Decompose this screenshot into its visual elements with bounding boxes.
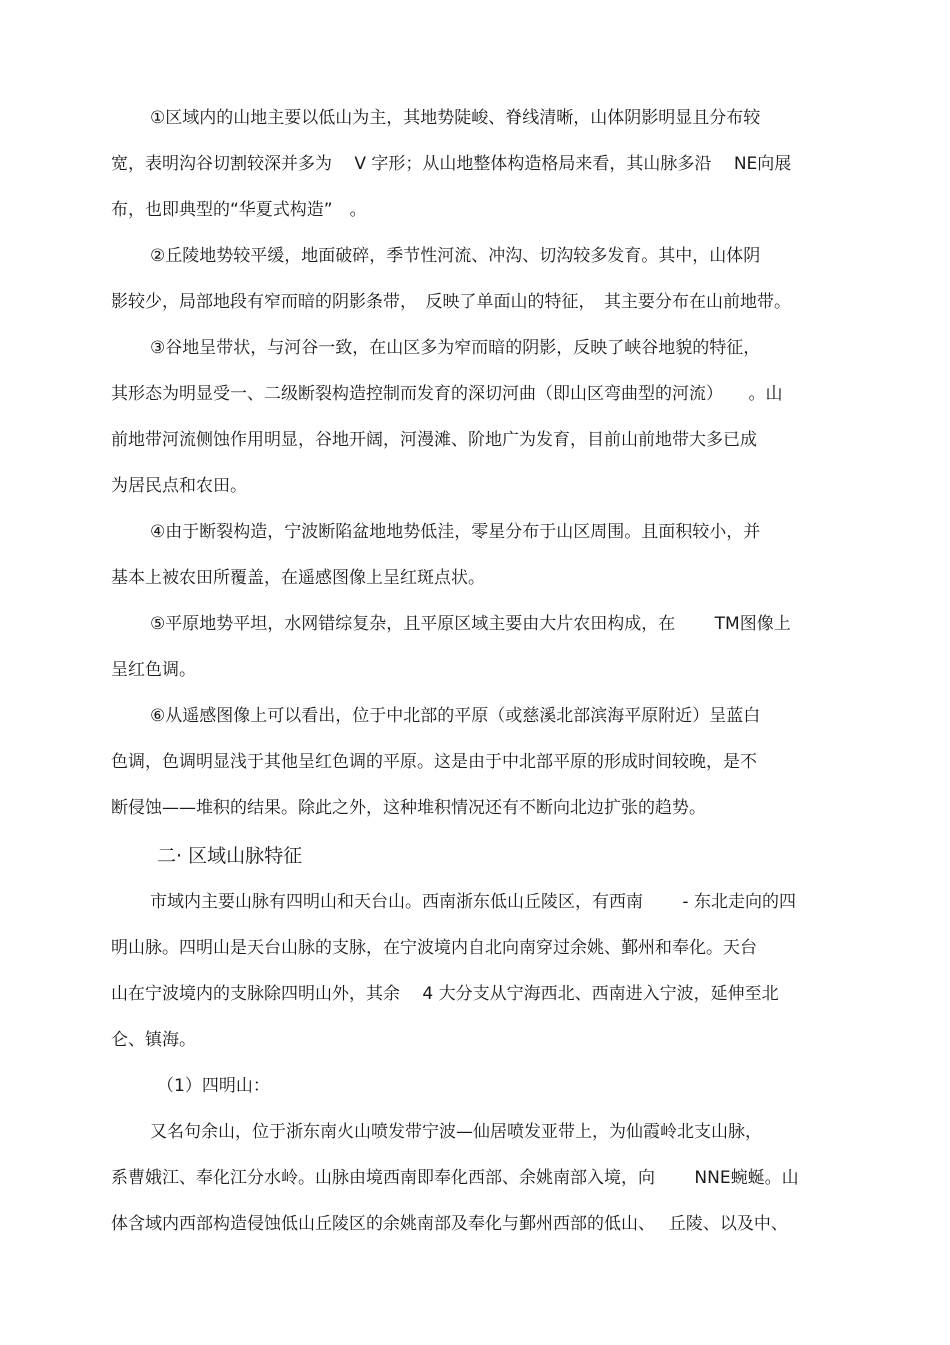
- paragraph-6-line-1: ⑥从遥感图像上可以看出，位于中北部的平原（或慈溪北部滨海平原附近）呈蓝白: [150, 706, 761, 726]
- paragraph-2-line-2: 影较少，局部地段有窄而暗的阴影条带， 反映了单面山的特征， 其主要分布在山前地带。: [111, 292, 791, 312]
- paragraph-1-line-2: 宽，表明沟谷切割较深并多为 V 字形；从山地整体构造格局来看，其山脉多沿 NE向展: [111, 154, 792, 174]
- paragraph-4-line-1: ④由于断裂构造，宁波断陷盆地地势低洼，零星分布于山区周围。且面积较小，并: [150, 522, 761, 542]
- paragraph-6-line-2: 色调，色调明显浅于其他呈红色调的平原。这是由于中北部平原的形成时间较晚，是不: [111, 752, 757, 772]
- paragraph-7-line-2: 明山脉。四明山是天台山脉的支脉，在宁波境内自北向南穿过余姚、鄞州和奉化。天台: [111, 938, 757, 958]
- paragraph-3-line-3: 前地带河流侧蚀作用明显，谷地开阔，河漫滩、阶地广为发育，目前山前地带大多已成: [111, 430, 757, 450]
- paragraph-3-line-1: ③谷地呈带状，与河谷一致，在山区多为窄而暗的阴影，反映了峡谷地貌的特征，: [150, 338, 761, 358]
- subsection-heading: （1）四明山：: [157, 1076, 270, 1096]
- paragraph-5-line-1: ⑤平原地势平坦，水网错综复杂，且平原区域主要由大片农田构成，在 TM图像上: [150, 614, 791, 634]
- paragraph-1-line-1: ①区域内的山地主要以低山为主，其地势陡峻、脊线清晰，山体阴影明显且分布较: [150, 108, 761, 128]
- paragraph-3-line-2: 其形态为明显受一、二级断裂构造控制而发育的深切河曲（即山区弯曲型的河流） 。山: [111, 384, 783, 404]
- paragraph-7-line-3: 山在宁波境内的支脉除四明山外，其余 4 大分支从宁海西北、西南进入宁波，延伸至北: [111, 984, 779, 1004]
- paragraph-1-line-3: 布，也即典型的“华夏式构造” 。: [111, 200, 367, 220]
- paragraph-7-line-4: 仑、镇海。: [111, 1030, 196, 1050]
- paragraph-2-line-1: ②丘陵地势较平缓，地面破碎，季节性河流、冲沟、切沟较多发育。其中，山体阴: [150, 246, 761, 266]
- paragraph-8-line-3: 体含域内西部构造侵蚀低山丘陵区的余姚南部及奉化与鄞州西部的低山、 丘陵、以及中、: [111, 1214, 788, 1234]
- paragraph-8-line-2: 系曹娥江、奉化江分水岭。山脉由境西南即奉化西部、余姚南部入境，向 NNE蜿蜒。山: [111, 1168, 799, 1188]
- paragraph-5-line-2: 呈红色调。: [111, 660, 196, 680]
- paragraph-8-line-1: 又名句余山，位于浙东南火山喷发带宁波—仙居喷发亚带上，为仙霞岭北支山脉，: [150, 1122, 762, 1142]
- paragraph-7-line-1: 市域内主要山脉有四明山和天台山。西南浙东低山丘陵区，有西南 - 东北走向的四: [150, 892, 796, 912]
- paragraph-6-line-3: 断侵蚀——堆积的结果。除此之外，这种堆积情况还有不断向北边扩张的趋势。: [111, 798, 706, 818]
- paragraph-3-line-4: 为居民点和农田。: [111, 476, 247, 496]
- paragraph-4-line-2: 基本上被农田所覆盖，在遥感图像上呈红斑点状。: [111, 568, 485, 588]
- section-heading: 二· 区域山脉特征: [157, 845, 303, 867]
